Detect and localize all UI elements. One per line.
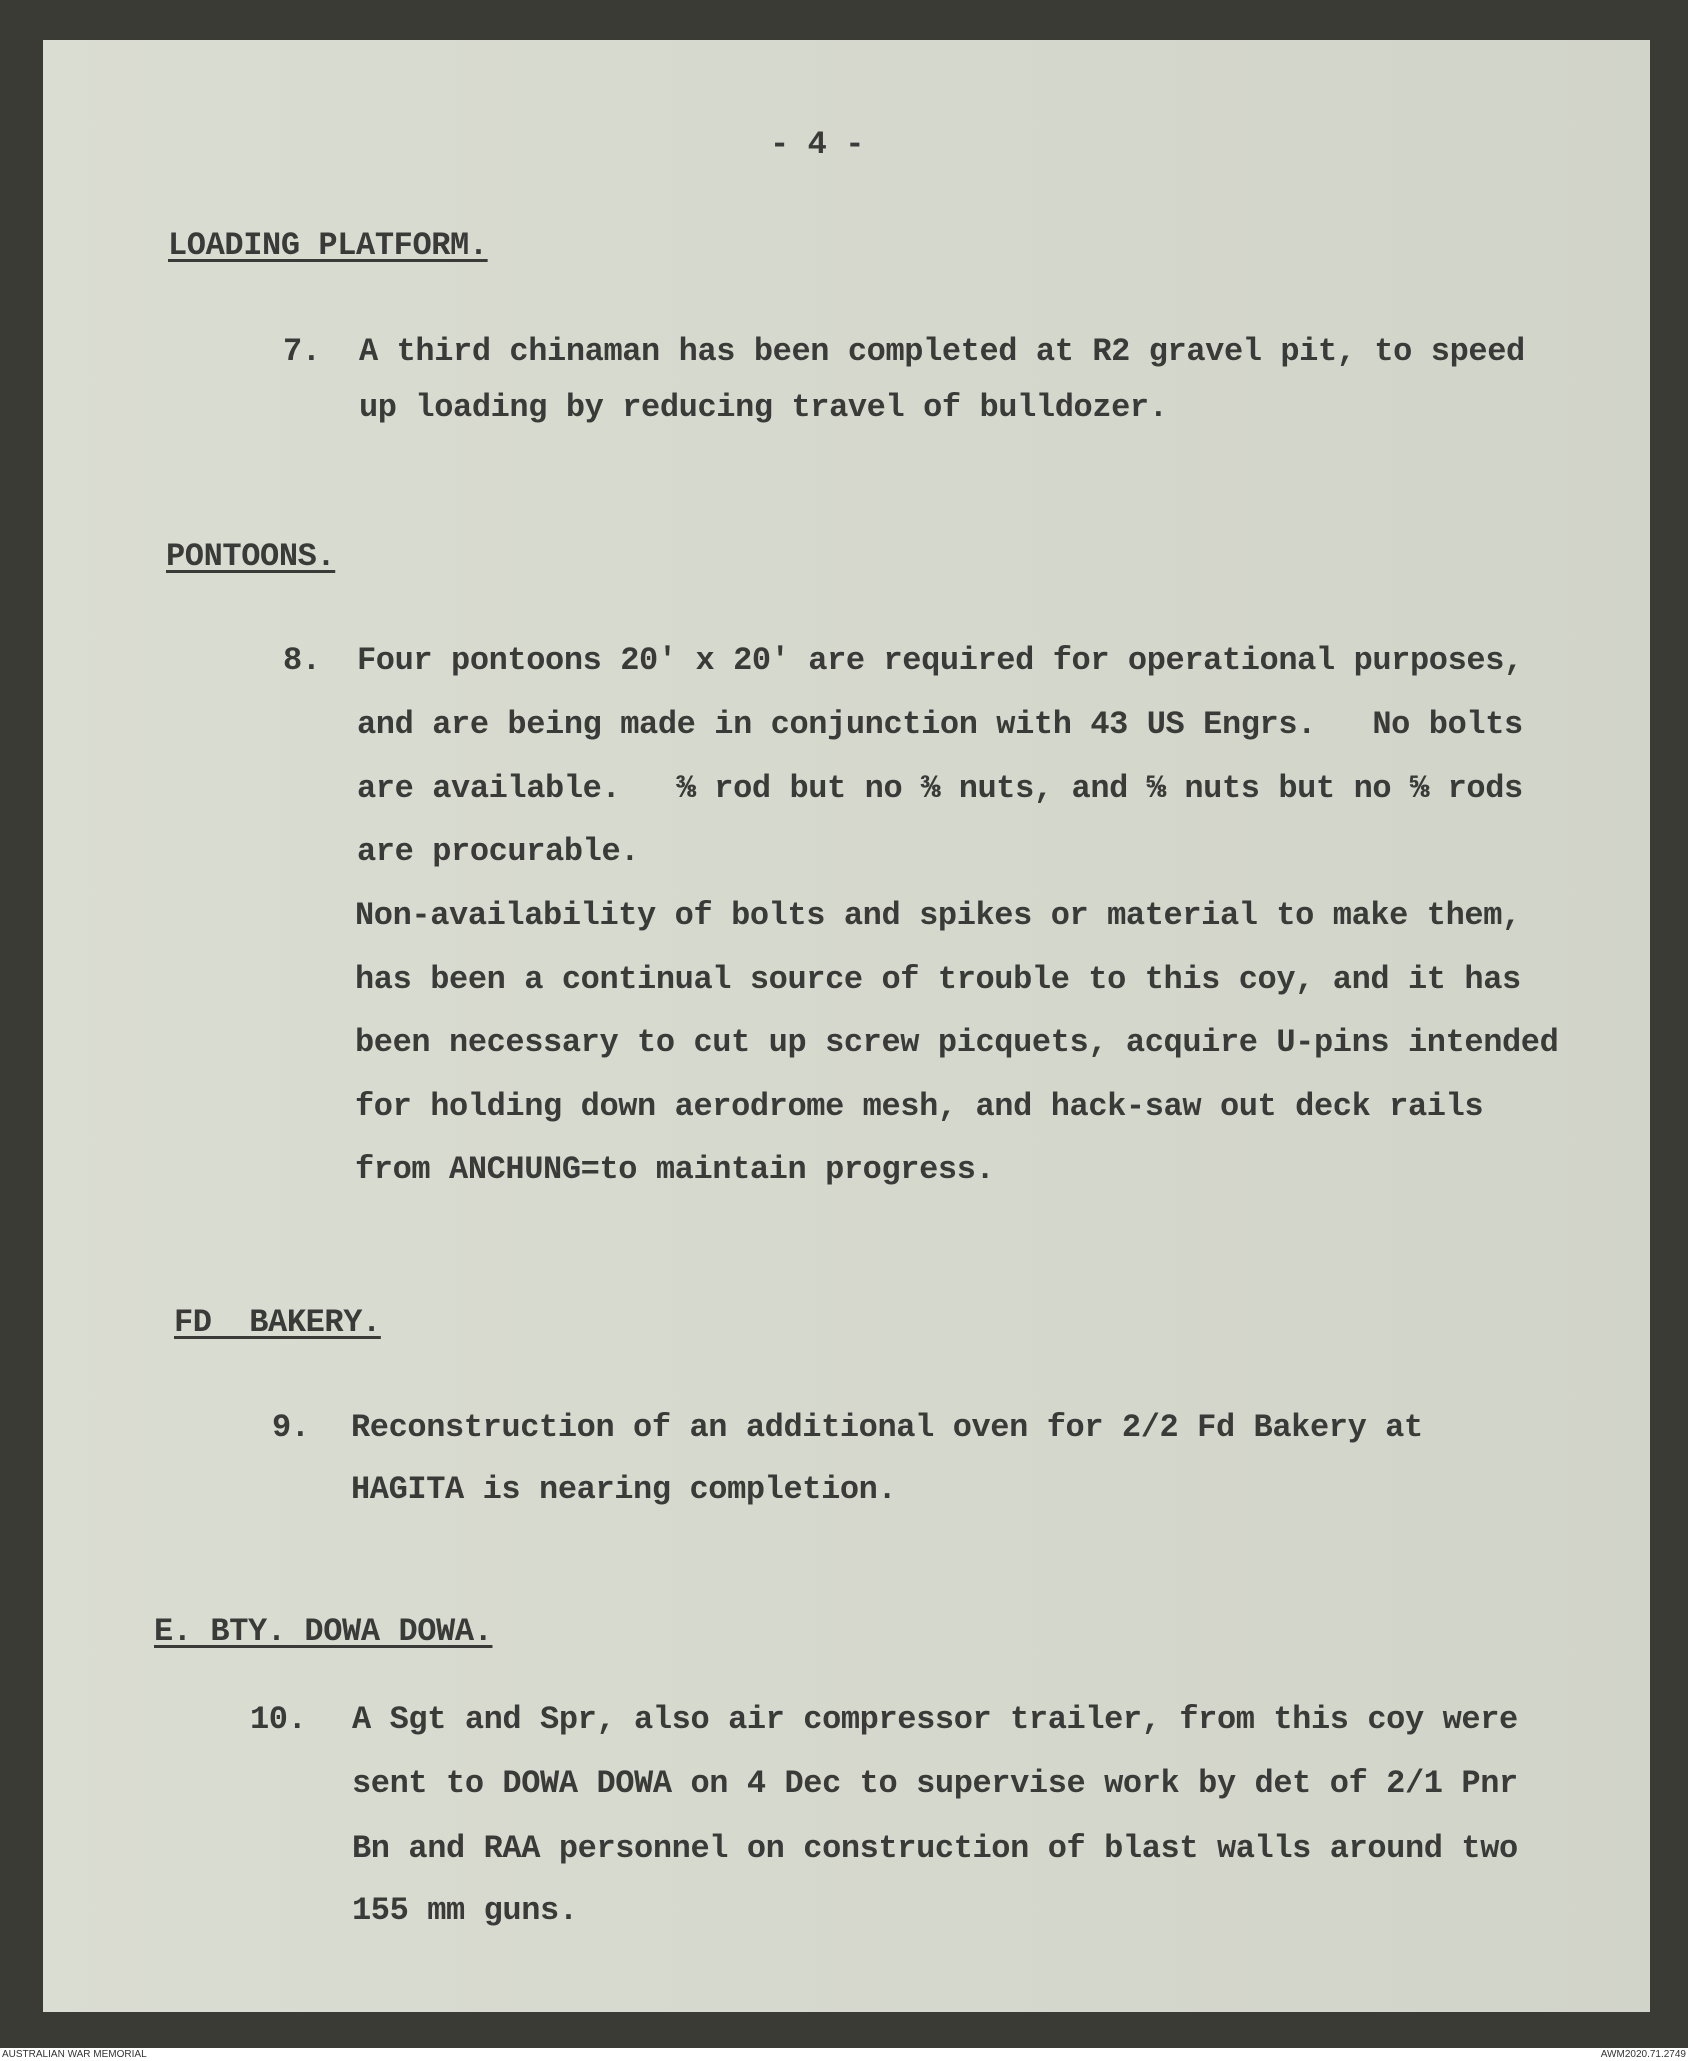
para-line: HAGITA is nearing completion. bbox=[351, 1471, 897, 1508]
para-number: 10. bbox=[250, 1701, 307, 1738]
para-number: 9. bbox=[272, 1409, 310, 1446]
para-line: are procurable. bbox=[357, 833, 640, 870]
para-number: 8. bbox=[283, 642, 321, 679]
archive-footer bbox=[0, 2048, 1688, 2061]
para-line: sent to DOWA DOWA on 4 Dec to supervise work by det of 2/1 Pnr bbox=[352, 1765, 1518, 1802]
heading-loading-platform: LOADING PLATFORM. bbox=[168, 227, 488, 264]
para-line: A Sgt and Spr, also air compressor trailer, from this coy were bbox=[352, 1701, 1518, 1738]
para-line: up loading by reducing travel of bulldozer. bbox=[359, 389, 1168, 426]
para-line: Non-availability of bolts and spikes or material to make them, bbox=[355, 897, 1521, 934]
para-line: Reconstruction of an additional oven for 2/2 Fd Bakery at bbox=[351, 1409, 1423, 1446]
para-line: for holding down aerodrome mesh, and hack-saw out deck rails bbox=[355, 1088, 1484, 1125]
para-line: been necessary to cut up screw picquets, acquire U-pins intended bbox=[355, 1024, 1559, 1061]
para-line: and are being made in conjunction with 43 US Engrs. No bolts bbox=[357, 706, 1523, 743]
footer-institution: AUSTRALIAN WAR MEMORIAL bbox=[2, 2049, 147, 2060]
para-line: are available. ⅜ rod but no ⅜ nuts, and ⅝ nuts but no ⅝ rods bbox=[357, 770, 1523, 807]
heading-fd-bakery: FD BAKERY. bbox=[174, 1304, 381, 1341]
para-line: 155 mm guns. bbox=[352, 1892, 578, 1929]
heading-e-bty-dowa-dowa: E. BTY. DOWA DOWA. bbox=[154, 1613, 493, 1650]
para-line: A third chinaman has been completed at R2 gravel pit, to speed bbox=[359, 333, 1525, 370]
para-number: 7. bbox=[283, 333, 321, 370]
heading-pontoons: PONTOONS. bbox=[166, 538, 336, 575]
para-line: Four pontoons 20' x 20' are required for operational purposes, bbox=[357, 642, 1523, 679]
footer-reference: AWM2020.71.2749 bbox=[1600, 2049, 1686, 2060]
para-line: from ANCHUNG=to maintain progress. bbox=[355, 1151, 995, 1188]
para-line: has been a continual source of trouble to this coy, and it has bbox=[355, 961, 1521, 998]
page-number: - 4 - bbox=[770, 126, 865, 163]
para-line: Bn and RAA personnel on construction of blast walls around two bbox=[352, 1830, 1518, 1867]
